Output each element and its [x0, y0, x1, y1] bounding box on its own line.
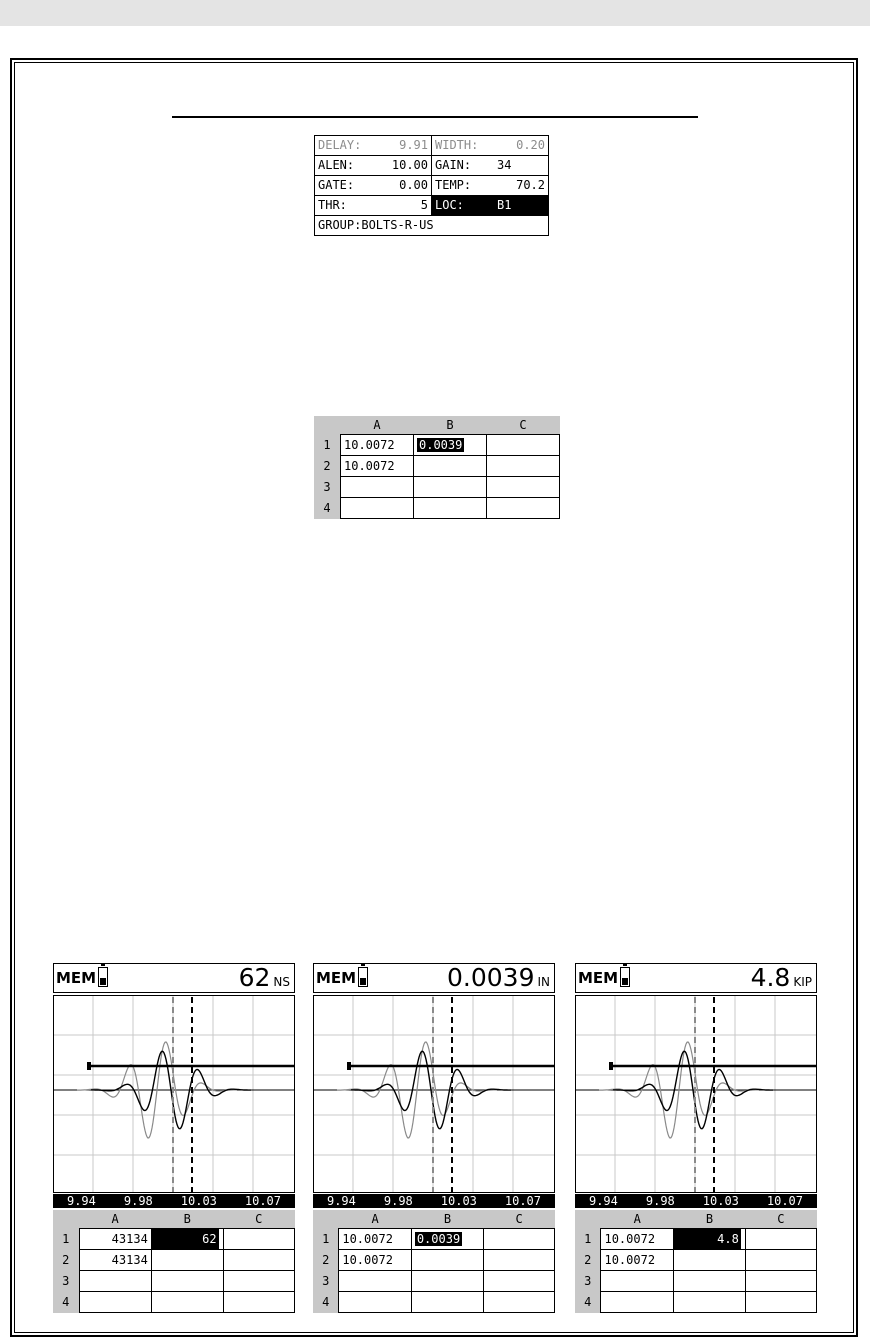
thr-cell [315, 196, 432, 216]
mem-label: MEM [578, 969, 619, 987]
row-header: 3 [313, 1271, 339, 1292]
table-row [53, 1271, 295, 1292]
table-row [314, 456, 560, 477]
axis-tick-label: 10.03 [180, 1194, 217, 1208]
grid-corner [575, 1210, 601, 1229]
screen-header [53, 963, 295, 993]
instrument-screen [575, 963, 817, 1325]
grid-cell[interactable] [79, 1292, 151, 1313]
table-row [575, 1271, 817, 1292]
grid-cell[interactable]: 43134 [79, 1229, 151, 1250]
group-cell [315, 216, 549, 236]
grid-cell[interactable] [674, 1292, 746, 1313]
delay-value: 9.91 [399, 138, 428, 152]
loc-cell[interactable] [432, 196, 549, 216]
grid-cell-selected[interactable] [151, 1229, 223, 1250]
reading-value: 62 [238, 963, 271, 992]
grid-cell[interactable] [411, 1250, 483, 1271]
selected-value: 0.0039 [416, 1232, 461, 1246]
axis-tick-label: 10.07 [504, 1194, 541, 1208]
grid-cell[interactable] [411, 1292, 483, 1313]
grid-cell[interactable] [487, 498, 560, 519]
reading-display [239, 964, 290, 996]
gate-marker [609, 1062, 613, 1070]
grid-cell[interactable] [341, 498, 414, 519]
grid-corner [313, 1210, 339, 1229]
table-row [313, 1271, 555, 1292]
table-row [313, 1292, 555, 1313]
screen-data-grid [313, 1210, 555, 1313]
table-row [314, 435, 560, 456]
grid-cell-selected[interactable] [414, 435, 487, 456]
grid-cell[interactable]: 10.0072 [339, 1250, 411, 1271]
reading-unit: KIP [793, 975, 812, 989]
waveform-plot [53, 995, 295, 1193]
grid-cell[interactable]: 10.0072 [341, 435, 414, 456]
grid-cell[interactable] [601, 1271, 674, 1292]
row-header: 3 [575, 1271, 601, 1292]
grid-cell[interactable] [745, 1250, 816, 1271]
axis-scale [313, 1194, 555, 1208]
table-row [314, 498, 560, 519]
gate-value: 0.00 [399, 178, 428, 192]
grid-cell[interactable] [223, 1229, 294, 1250]
axis-tick-label: 10.03 [702, 1194, 739, 1208]
grid-cell[interactable] [411, 1271, 483, 1292]
row-header: 2 [314, 456, 341, 477]
grid-cell[interactable] [487, 456, 560, 477]
grid-cell[interactable] [487, 477, 560, 498]
grid-cell[interactable] [487, 435, 560, 456]
grid-cell[interactable] [414, 477, 487, 498]
instrument-screen [53, 963, 295, 1325]
table-row [575, 1229, 817, 1250]
reading-unit: IN [537, 975, 550, 989]
row-header: 1 [575, 1229, 601, 1250]
delay-cell [315, 136, 432, 156]
grid-cell[interactable]: 10.0072 [339, 1229, 411, 1250]
axis-tick-label: 9.94 [66, 1194, 96, 1208]
column-header: A [79, 1210, 151, 1229]
alen-cell [315, 156, 432, 176]
column-header: B [151, 1210, 223, 1229]
grid-cell[interactable] [414, 498, 487, 519]
gain-cell [432, 156, 549, 176]
settings-panel [314, 135, 549, 236]
reading-display [447, 964, 550, 996]
row-header: 4 [313, 1292, 339, 1313]
axis-tick-label: 9.94 [326, 1194, 356, 1208]
thr-value: 5 [420, 198, 428, 212]
grid-cell[interactable] [745, 1229, 816, 1250]
grid-cell[interactable]: 10.0072 [341, 456, 414, 477]
selected-value: 62 [152, 1229, 219, 1249]
group-label: GROUP: [318, 218, 362, 232]
column-header: B [674, 1210, 746, 1229]
axis-tick-label: 9.98 [383, 1194, 413, 1208]
axis-tick-label: 9.98 [123, 1194, 153, 1208]
width-cell [432, 136, 549, 156]
grid-cell[interactable] [745, 1292, 816, 1313]
table-row [313, 1250, 555, 1271]
axis-tick-label: 10.07 [766, 1194, 803, 1208]
table-row [314, 477, 560, 498]
row-header: 3 [53, 1271, 79, 1292]
selected-value: 0.0039 [419, 438, 463, 452]
loc-label: LOC: [435, 198, 464, 212]
column-header: C [745, 1210, 816, 1229]
axis-tick-label: 9.98 [645, 1194, 675, 1208]
alen-label: ALEN: [318, 158, 355, 172]
grid-cell[interactable]: 10.0072 [601, 1229, 674, 1250]
column-header: C [484, 1210, 555, 1229]
battery-icon [98, 967, 108, 987]
reading-value: 4.8 [750, 963, 791, 992]
screen-header [313, 963, 555, 993]
row-header: 1 [53, 1229, 79, 1250]
delay-label: DELAY: [318, 138, 362, 152]
gain-label: GAIN: [435, 158, 472, 172]
gain-value: 34 [497, 158, 512, 172]
temp-value: 70.2 [516, 178, 545, 192]
axis-tick-label: 9.94 [588, 1194, 618, 1208]
battery-icon [358, 967, 368, 987]
mem-label: MEM [316, 969, 357, 987]
battery-icon [620, 967, 630, 987]
axis-tick-label: 10.03 [440, 1194, 477, 1208]
width-value: 0.20 [516, 138, 545, 152]
row-header: 2 [575, 1250, 601, 1271]
grid-corner [53, 1210, 79, 1229]
axis-tick-label: 10.07 [244, 1194, 281, 1208]
screen-header [575, 963, 817, 993]
grid-cell[interactable] [745, 1271, 816, 1292]
alen-value: 10.00 [391, 158, 428, 172]
grid-cell[interactable] [674, 1271, 746, 1292]
column-header-b: B [414, 416, 487, 435]
waveform-plot [575, 995, 817, 1193]
grid-cell-selected[interactable] [411, 1229, 483, 1250]
grid-cell[interactable] [601, 1292, 674, 1313]
loc-value: B1 [497, 198, 512, 212]
column-header-c: C [487, 416, 560, 435]
row-header: 1 [313, 1229, 339, 1250]
reading-value: 0.0039 [447, 963, 535, 992]
grid-cell[interactable] [223, 1250, 294, 1271]
gate-cell [315, 176, 432, 196]
gate-marker [347, 1062, 351, 1070]
thr-label: THR: [318, 198, 347, 212]
column-header-a: A [341, 416, 414, 435]
grid-cell[interactable] [484, 1292, 555, 1313]
table-row [575, 1292, 817, 1313]
screen-data-grid [53, 1210, 295, 1313]
column-header: B [411, 1210, 483, 1229]
waveform-plot [313, 995, 555, 1193]
column-header: A [339, 1210, 411, 1229]
reading-display [751, 964, 812, 996]
grid-cell[interactable] [151, 1250, 223, 1271]
grid-corner [314, 416, 341, 435]
grid-cell[interactable] [341, 477, 414, 498]
column-header: C [223, 1210, 294, 1229]
grid-cell[interactable]: 43134 [79, 1250, 151, 1271]
temp-label: TEMP: [435, 178, 472, 192]
grid-cell-selected[interactable] [674, 1229, 746, 1250]
grid-cell[interactable] [484, 1229, 555, 1250]
axis-scale [53, 1194, 295, 1208]
row-header: 2 [53, 1250, 79, 1271]
data-grid [314, 416, 560, 519]
row-header: 1 [314, 435, 341, 456]
grid-cell[interactable] [223, 1292, 294, 1313]
title-rule [172, 116, 698, 118]
row-header: 2 [313, 1250, 339, 1271]
selected-value: 4.8 [674, 1229, 741, 1249]
gate-marker [87, 1062, 91, 1070]
axis-scale [575, 1194, 817, 1208]
row-header: 4 [575, 1292, 601, 1313]
grid-cell[interactable] [223, 1271, 294, 1292]
column-header: A [601, 1210, 674, 1229]
grid-cell[interactable] [151, 1271, 223, 1292]
table-row [575, 1250, 817, 1271]
mem-label: MEM [56, 969, 97, 987]
row-header: 4 [53, 1292, 79, 1313]
row-header: 4 [314, 498, 341, 519]
screen-data-grid [575, 1210, 817, 1313]
grid-cell[interactable] [79, 1271, 151, 1292]
grid-cell[interactable] [484, 1271, 555, 1292]
grid-cell[interactable] [414, 456, 487, 477]
grid-cell[interactable] [484, 1250, 555, 1271]
reading-unit: NS [273, 975, 290, 989]
group-value: BOLTS-R-US [361, 218, 434, 232]
grid-cell[interactable]: 10.0072 [601, 1250, 674, 1271]
width-label: WIDTH: [435, 138, 479, 152]
grid-cell[interactable] [674, 1250, 746, 1271]
table-row [313, 1229, 555, 1250]
gate-label: GATE: [318, 178, 355, 192]
temp-cell [432, 176, 549, 196]
instrument-screen [313, 963, 555, 1325]
table-row [53, 1250, 295, 1271]
grid-cell[interactable] [339, 1292, 411, 1313]
grid-cell[interactable] [151, 1292, 223, 1313]
page-header-band [0, 0, 870, 26]
grid-cell[interactable] [339, 1271, 411, 1292]
table-row [53, 1292, 295, 1313]
table-row [53, 1229, 295, 1250]
row-header: 3 [314, 477, 341, 498]
